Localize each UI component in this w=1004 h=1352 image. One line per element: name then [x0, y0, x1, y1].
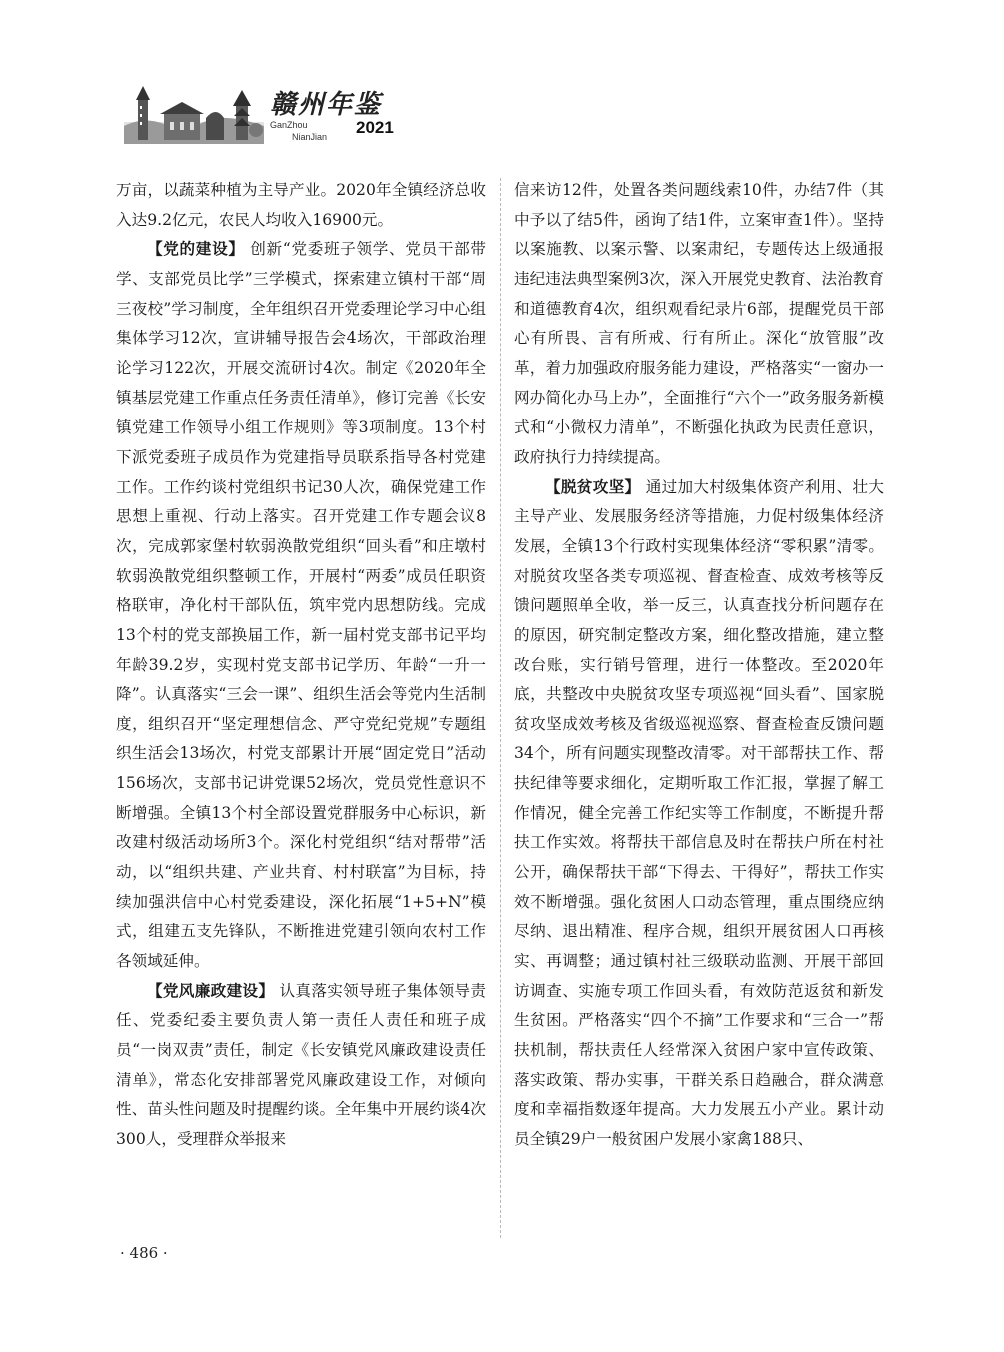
paragraph-clean-governance-text: 认真落实领导班子集体领导责任、党委纪委主要负责人第一责任人责任和班子成员“一岗双责”责任，制定《长安镇党风廉政建设责任清单》，常态化安排部署党风廉政建设工作，对倾向性、苗头性问题及时提醒约谈。全年集中开展约谈4次300人，受理群众举报来 [116, 981, 486, 1148]
paragraph-poverty-alleviation-text: 通过加大村级集体资产利用、壮大主导产业、发展服务经济等措施，力促村级集体经济发展，全镇13个行政村实现集体经济“零积累”清零。对脱贫攻坚各类专项巡视、督查检查、成效考核等反馈问题照单全收，举一反三，认真查找分析问题存在的原因，研究制定整改方案，细化整改措施，建立整改台账，实行销号管理，进行一体整改。至2020年底，共整改中央脱贫攻坚专项巡视“回头看”、国家脱贫攻坚成效考核及省级巡视巡察、督查检查反馈问题34个，所有问题实现整改清零。对干部帮扶工作、帮扶纪律等要求细化，定期听取工作汇报，掌握了解工作情况，健全完善工作纪实等工作制度，不断提升帮扶工作实效。将帮扶干部信息及时在帮扶户所在村社公开，确保帮扶干部“下得去、干得好”，帮扶工作实效不断增强。强化贫困人口动态管理，重点围绕应纳尽纳、退出精准、程序合规，组织开展贫困人口再核实、再调整；通过镇村社三级联动监测、开展干部回访调查、实施专项工作回头看，有效防范返贫和新发生贫困。严格落实“四个不摘”工作要求和“三合一”帮扶机制，帮扶责任人经常深入贫困户家中宣传政策、落实政策、帮办实事，干群关系日趋融合，群众满意度和幸福指数逐年提高。大力发展五小产业。累计动员全镇29户一般贫困户发展小家禽188只、 [514, 477, 884, 1148]
section-heading-clean-governance: 【党风廉政建设】 [147, 982, 275, 1000]
yearbook-subtitle-line2: NianJian [292, 132, 328, 142]
city-skyline-logo-icon [124, 82, 264, 144]
left-text-column [116, 176, 486, 1238]
yearbook-subtitle-line1: GanZhou [270, 120, 308, 130]
paragraph-party-building-text: 创新“党委班子领学、党员干部带学、支部党员比学”三学模式，探索建立镇村干部“周三夜校”学习制度，全年组织召开党委理论学习中心组集体学习12次，宣讲辅导报告会4场次，干部政治理论学习122次，开展交流研讨4次。制定《2020年全镇基层党建工作重点任务责任清单》，修订完善《长安镇党建工作领导小组工作规则》等3项制度。13个村下派党委班子成员作为党建指导员联系指导各村党建工作。工作约谈村党组织书记30人次，确保党建工作思想上重视、行动上落实。召开党建工作专题会议8次，完成郭家堡村软弱涣散党组织“回头看”和庄墩村软弱涣散党组织整顿工作，开展村“两委”成员任职资格联审，净化村干部队伍，筑牢党内思想防线。完成13个村的党支部换届工作，新一届村党支部书记平均年龄39.2岁，实现村党支部书记学历、年龄“一升一降”。认真落实“三会一课”、组织生活会等党内生活制度，组织召开“坚定理想信念、严守党纪党规”专题组织生活会13场次，村党支部累计开展“固定党日”活动156场次，支部书记讲党课52场次，党员党性意识不断增强。全镇13个村全部设置党群服务中心标识，新改建村级活动场所3个。深化村党组织“结对帮带”活动，以“组织共建、产业共育、村村联富”为目标，持续加强洪信中心村党委建设，深化拓展“1+5+N”模式，组建五支先锋队，不断推进党建引领向农村工作各领域延伸。 [116, 240, 486, 971]
paragraph-clean-governance [116, 977, 486, 1155]
paragraph-party-building [116, 235, 486, 976]
column-divider [500, 178, 501, 1238]
yearbook-title: 赣州年鉴 [270, 90, 383, 120]
yearbook-header [124, 82, 424, 144]
section-heading-poverty-alleviation: 【脱贫攻坚】 [545, 478, 641, 496]
paragraph-poverty-alleviation [514, 473, 884, 1155]
paragraph-clean-governance-cont: 信来访12件，处置各类问题线索10件，办结7件（其中予以了结5件，函询了结1件，立案审查1件）。坚持以案施教、以案示警、以案肃纪，专题传达上级通报违纪违法典型案例3次，深入开展党史教育、法治教育和道德教育4次，组织观看纪录片6部，提醒党员干部心有所畏、言有所戒、行有所止。深化“放管服”改革，着力加强政府服务能力建设，严格落实“一窗办一网办简化办马上办”，全面推行“六个一”政务服务新模式和“小微权力清单”，不断强化执政为民责任意识，政府执行力持续提高。 [514, 181, 884, 466]
right-text-column [514, 176, 884, 1238]
paragraph-economy: 万亩，以蔬菜种植为主导产业。2020年全镇经济总收入达9.2亿元，农民人均收入16900元。 [116, 181, 486, 229]
yearbook-year: 2021 [356, 118, 394, 137]
section-heading-party-building: 【党的建设】 [147, 241, 245, 259]
page-number: · 486 · [120, 1244, 168, 1262]
